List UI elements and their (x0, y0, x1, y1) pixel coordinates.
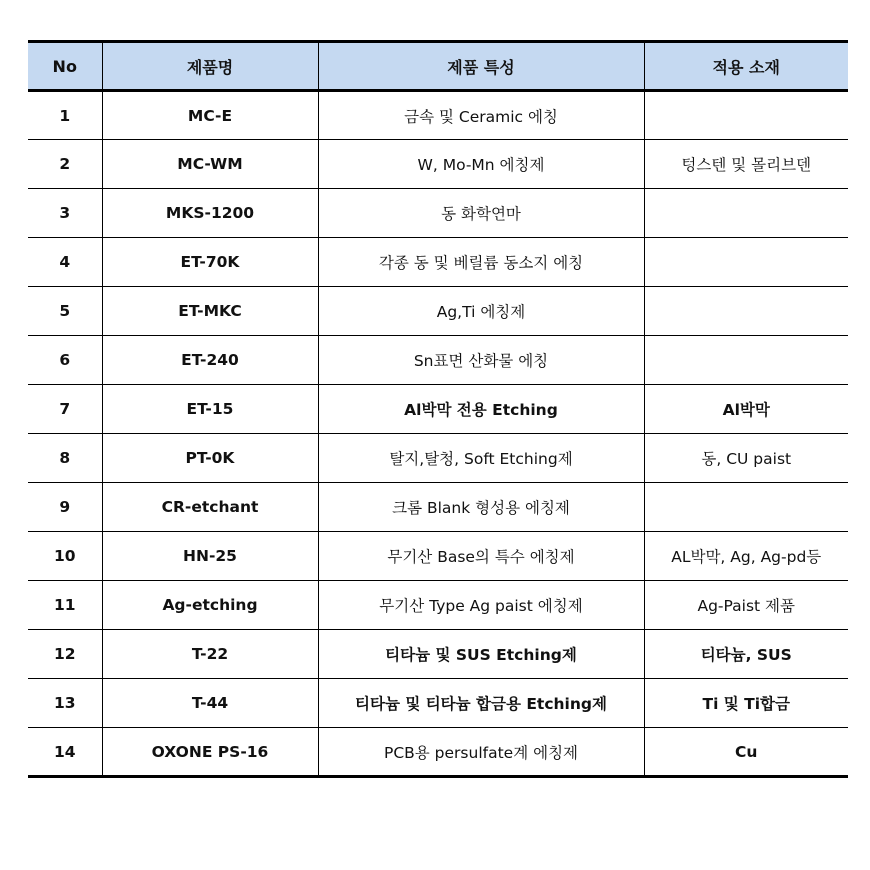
table-row (28, 385, 848, 434)
cell-product: MC-E (102, 91, 318, 140)
cell-product: ET-70K (102, 238, 318, 287)
cell-feature: 탈지,탈청, Soft Etching제 (318, 434, 644, 483)
cell-feature: 티타늄 및 티타늄 합금용 Etching제 (318, 679, 644, 728)
cell-feature: 크롬 Blank 형성용 에칭제 (318, 483, 644, 532)
table-row (28, 532, 848, 581)
cell-material (644, 287, 848, 336)
cell-no: 2 (28, 140, 102, 189)
cell-product: MC-WM (102, 140, 318, 189)
cell-no: 12 (28, 630, 102, 679)
table-row (28, 434, 848, 483)
table-body (28, 91, 848, 777)
table-row (28, 728, 848, 777)
cell-feature: Ag,Ti 에칭제 (318, 287, 644, 336)
cell-material (644, 336, 848, 385)
cell-feature: 동 화학연마 (318, 189, 644, 238)
cell-material: 동, CU paist (644, 434, 848, 483)
cell-material (644, 238, 848, 287)
cell-no: 4 (28, 238, 102, 287)
header-row (28, 42, 848, 91)
cell-no: 3 (28, 189, 102, 238)
cell-feature: PCB용 persulfate계 에칭제 (318, 728, 644, 777)
table-row (28, 238, 848, 287)
cell-no: 13 (28, 679, 102, 728)
table-row (28, 91, 848, 140)
product-table-container (28, 40, 848, 778)
cell-feature: Sn표면 산화물 에칭 (318, 336, 644, 385)
cell-no: 10 (28, 532, 102, 581)
cell-feature: 각종 동 및 베릴륨 동소지 에칭 (318, 238, 644, 287)
cell-product: OXONE PS-16 (102, 728, 318, 777)
product-table (28, 40, 848, 778)
cell-product: ET-MKC (102, 287, 318, 336)
cell-feature: W, Mo-Mn 에칭제 (318, 140, 644, 189)
table-row (28, 140, 848, 189)
table-header (28, 42, 848, 91)
cell-feature: 무기산 Base의 특수 에칭제 (318, 532, 644, 581)
cell-material: 티타늄, SUS (644, 630, 848, 679)
cell-no: 5 (28, 287, 102, 336)
cell-material: AL박막, Ag, Ag-pd등 (644, 532, 848, 581)
cell-material: Cu (644, 728, 848, 777)
cell-product: T-44 (102, 679, 318, 728)
table-row (28, 483, 848, 532)
header-no: No (28, 42, 102, 91)
table-row (28, 581, 848, 630)
cell-product: T-22 (102, 630, 318, 679)
cell-no: 11 (28, 581, 102, 630)
header-materials: 적용 소재 (644, 42, 848, 91)
cell-product: MKS-1200 (102, 189, 318, 238)
cell-feature: Al박막 전용 Etching (318, 385, 644, 434)
table-row (28, 630, 848, 679)
cell-feature: 티타늄 및 SUS Etching제 (318, 630, 644, 679)
cell-material (644, 91, 848, 140)
table-row (28, 287, 848, 336)
cell-product: ET-240 (102, 336, 318, 385)
table-row (28, 679, 848, 728)
cell-feature: 무기산 Type Ag paist 에칭제 (318, 581, 644, 630)
cell-no: 7 (28, 385, 102, 434)
cell-material (644, 483, 848, 532)
cell-material: Ti 및 Ti합금 (644, 679, 848, 728)
cell-product: ET-15 (102, 385, 318, 434)
cell-product: PT-0K (102, 434, 318, 483)
cell-material: Al박막 (644, 385, 848, 434)
cell-no: 8 (28, 434, 102, 483)
cell-material: Ag-Paist 제품 (644, 581, 848, 630)
cell-no: 14 (28, 728, 102, 777)
cell-product: Ag-etching (102, 581, 318, 630)
header-product-name: 제품명 (102, 42, 318, 91)
cell-product: HN-25 (102, 532, 318, 581)
cell-no: 1 (28, 91, 102, 140)
cell-material (644, 189, 848, 238)
cell-product: CR-etchant (102, 483, 318, 532)
cell-no: 6 (28, 336, 102, 385)
cell-no: 9 (28, 483, 102, 532)
table-row (28, 336, 848, 385)
header-features: 제품 특성 (318, 42, 644, 91)
cell-material: 텅스텐 및 몰리브덴 (644, 140, 848, 189)
cell-feature: 금속 및 Ceramic 에칭 (318, 91, 644, 140)
table-row (28, 189, 848, 238)
